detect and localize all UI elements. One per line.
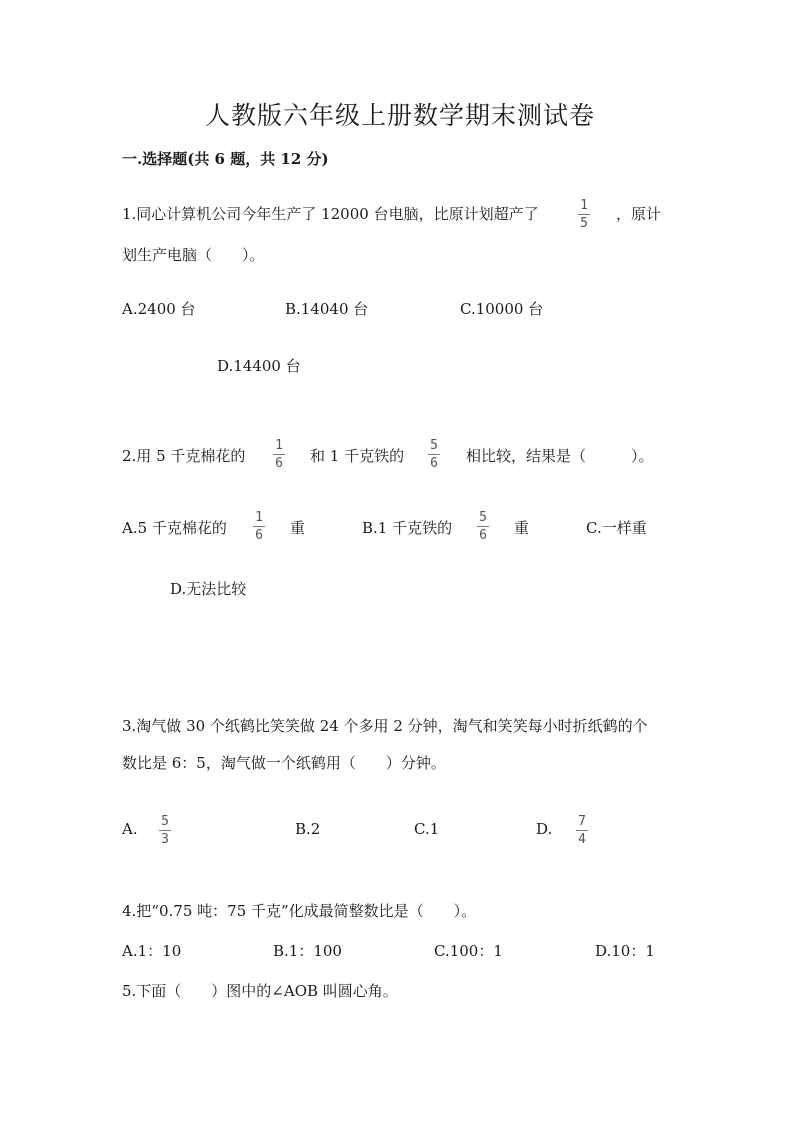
fraction-numerator: 5 xyxy=(161,814,169,829)
question-1-text-line1-end: ，原计 xyxy=(616,205,662,223)
fraction-bar xyxy=(576,830,588,831)
fraction-numerator: 1 xyxy=(255,510,263,525)
fraction-bar xyxy=(477,526,489,527)
question-2-option-a[interactable]: A.5 千克棉花的 xyxy=(122,519,227,537)
fraction-denominator: 6 xyxy=(479,528,487,543)
fraction-bar xyxy=(428,454,440,455)
question-1-option-a[interactable]: A.2400 台 xyxy=(122,300,196,318)
question-2-option-a-end: 重 xyxy=(290,519,306,537)
question-2-option-b-fraction xyxy=(477,510,489,543)
question-3-text-line2: 数比是 6：5，淘气做一个纸鹤用（ ）分钟。 xyxy=(122,754,446,772)
question-2-text-part3: 相比较，结果是（ ）。 xyxy=(466,447,654,465)
question-1-option-c[interactable]: C.10000 台 xyxy=(460,300,544,318)
page-title: 人教版六年级上册数学期末测试卷 xyxy=(204,101,595,130)
question-2-option-d[interactable]: D.无法比较 xyxy=(170,580,247,598)
question-2-option-b[interactable]: B.1 千克铁的 xyxy=(362,519,453,537)
fraction-bar xyxy=(159,830,171,831)
question-4-option-c[interactable]: C.100：1 xyxy=(434,942,503,960)
question-2-option-a-fraction xyxy=(253,510,265,543)
question-3-option-d[interactable]: D. xyxy=(536,820,553,838)
question-2-text-part1: 2.用 5 千克棉花的 xyxy=(122,447,246,465)
question-2-text-part2: 和 1 千克铁的 xyxy=(310,447,405,465)
fraction-denominator: 5 xyxy=(580,216,588,231)
question-1-text-line2: 划生产电脑（ ）。 xyxy=(122,246,265,264)
fraction-numerator: 1 xyxy=(275,438,283,453)
question-1-option-b[interactable]: B.14040 台 xyxy=(285,300,369,318)
question-3-option-c[interactable]: C.1 xyxy=(414,820,440,838)
question-2-fraction-1 xyxy=(273,438,285,471)
question-3-option-d-fraction xyxy=(576,814,588,847)
fraction-denominator: 4 xyxy=(578,832,586,847)
section-heading: 一.选择题(共 6 题，共 12 分) xyxy=(122,150,329,168)
question-3-option-a[interactable]: A. xyxy=(122,820,138,838)
fraction-numerator: 5 xyxy=(479,510,487,525)
fraction-bar xyxy=(578,214,590,215)
fraction-numerator: 1 xyxy=(580,198,588,213)
question-3-option-b[interactable]: B.2 xyxy=(295,820,321,838)
question-4-option-d[interactable]: D.10：1 xyxy=(595,942,655,960)
question-2-fraction-2 xyxy=(428,438,440,471)
question-4-option-b[interactable]: B.1：100 xyxy=(273,942,342,960)
question-1-fraction xyxy=(578,198,590,231)
fraction-denominator: 6 xyxy=(430,456,438,471)
fraction-numerator: 5 xyxy=(430,438,438,453)
question-3-text-line1: 3.淘气做 30 个纸鹤比笑笑做 24 个多用 2 分钟，淘气和笑笑每小时折纸鹤的个 xyxy=(122,717,648,735)
fraction-denominator: 3 xyxy=(161,832,169,847)
question-1-option-d[interactable]: D.14400 台 xyxy=(217,357,301,375)
question-4-option-a[interactable]: A.1：10 xyxy=(122,942,182,960)
fraction-denominator: 6 xyxy=(255,528,263,543)
question-5-text: 5.下面（ ）图中的∠AOB 叫圆心角。 xyxy=(122,982,398,1000)
fraction-bar xyxy=(273,454,285,455)
fraction-numerator: 7 xyxy=(578,814,586,829)
fraction-denominator: 6 xyxy=(275,456,283,471)
question-2-option-c[interactable]: C.一样重 xyxy=(586,519,647,537)
question-3-option-a-fraction xyxy=(159,814,171,847)
question-4-text: 4.把“0.75 吨：75 千克”化成最简整数比是（ ）。 xyxy=(122,902,477,920)
question-1-text-line1: 1.同心计算机公司今年生产了 12000 台电脑，比原计划超产了 xyxy=(122,205,539,223)
question-2-option-b-end: 重 xyxy=(514,519,530,537)
fraction-bar xyxy=(253,526,265,527)
